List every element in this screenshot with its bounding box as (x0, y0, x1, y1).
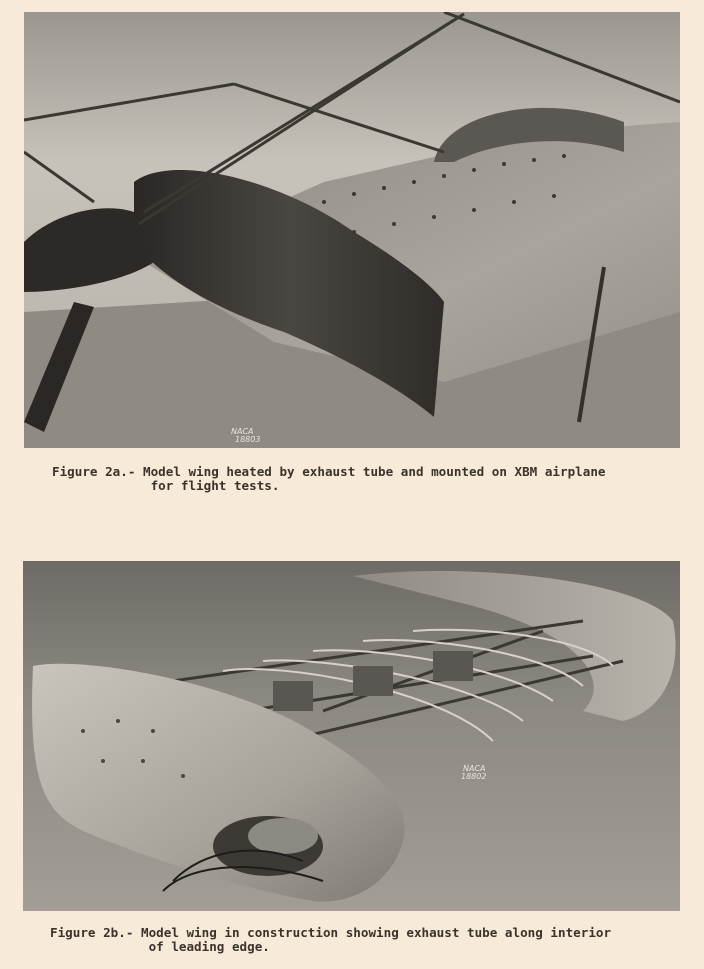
figure-2b-caption (50, 926, 611, 954)
figure-2a-caption-line1: Figure 2a.- Model wing heated by exhaust tube and mounted on XBM airplane (52, 464, 606, 479)
figure-2a-stamp-line1: NACA (231, 427, 254, 436)
figure-2b-stamp-line2: 18802 (461, 772, 487, 781)
figure-2a-photo (24, 12, 680, 448)
figure-2a-caption (52, 465, 606, 493)
figure-2a-stamp-line2: 18803 (235, 435, 261, 444)
figure-2a-caption-line2: for flight tests. (52, 478, 280, 493)
figure-2b-stamp-line1: NACA (463, 764, 486, 773)
figure-2b-caption-line1: Figure 2b.- Model wing in construction showing exhaust tube along interior (50, 925, 612, 940)
figure-2b-image (23, 561, 680, 911)
figure-2a-image (24, 12, 680, 448)
figure-2b-photo (23, 561, 680, 911)
figure-2b-caption-line2: of leading edge. (50, 939, 270, 954)
